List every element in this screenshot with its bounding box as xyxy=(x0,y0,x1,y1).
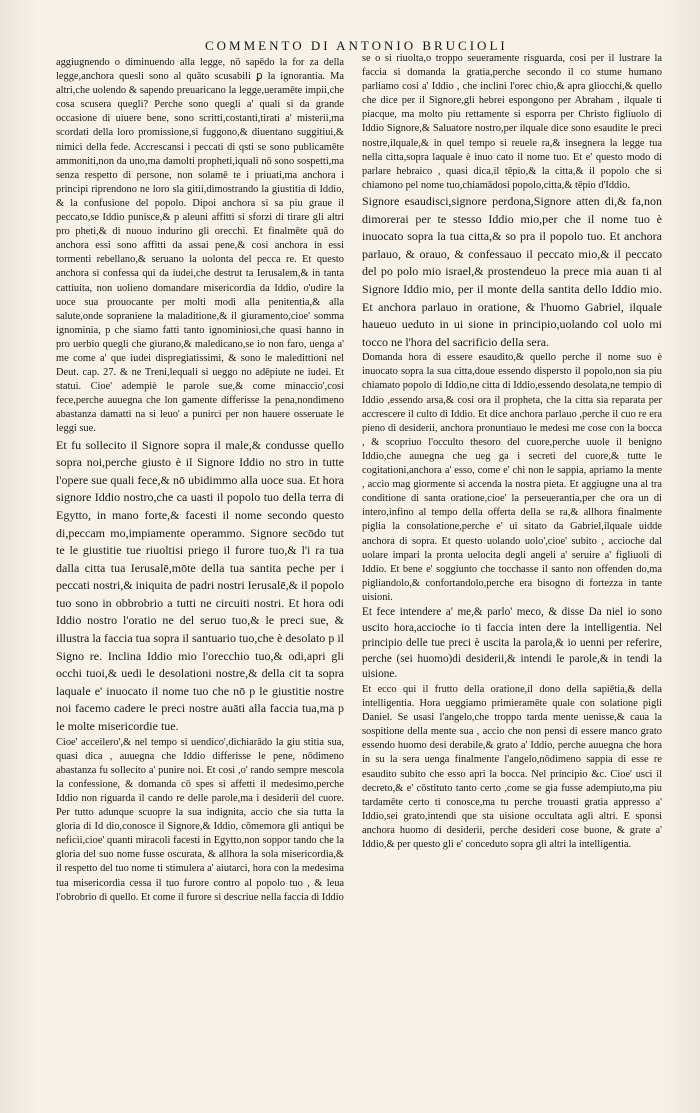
right-column xyxy=(362,52,662,1102)
commentary-paragraph: Cioe' acceilero',& nel tempo si uendico',dichiarādo la giu stitia sua, quasi dica , auuegna che Iddio differisse le pene, nōdimeno abastanza fu sollecito a' punire noi. Et cosi ,o' rando sempre mescola la confessione, & domanda cō spes si affetti il medesimo,perche Iddio non riguarda il cando re delle parole,ma i desiderii del cuore. Per tutto adunque scuopre la sua indignita, accio che sia tutta la gloria di Id dio,conosce il Signore,& Iddio, cōmemora gli antiqui be neficii,cioe' quanti miracoli facesti in Egytto,non soppor tando che la gloria del suo nome fusse oscurata, & allhora la sola misericordia,& il respetto del tuo nome ti stimulera a' aiutarci, hora con la medesima tua misericordia cessa il tuo furore contro al popolo tuo , & leua l'obrobrio di quello. Et come il furore si descriue nella faccia di Iddio xyxy=(56,736,344,903)
scripture-passage: Signore esaudisci,signore perdona,Signore atten di,& fa,non dimorerai per te stesso Iddio mio,per che il nome tuo è inuocato sopra la tua citta,& so pra il popolo tuo. Et anchora parlauo, & orauo, & confessauo il peccato mio,& il peccato del po polo mio israel,& prostendeuo la prece mia auan ti al Signore Iddio mio, per il monte della santita dello Iddio mio. Et anchora parlauo in oratione, & l'huomo Gabriel, ilquale haueuo ueduto in ui sione in principio,uolando col uolo mi tocco ne l'hora del sacrificio della sera. xyxy=(362,193,662,349)
running-title: COMMENTO DI ANTONIO BRUCIOLI xyxy=(205,38,508,53)
scripture-passage: Et fece intendere a' me,& parlo' meco, & disse Da niel io sono uscito hora,accioche io ti faccia inten dere la intelligentia. Nel principio delle tue preci è uscita la parola,& io uenni per referire, perche (sei huomo)di desiderii,& intendi le parole,& in tendi la uisione. xyxy=(362,605,662,681)
left-column xyxy=(56,56,344,1106)
commentary-paragraph: se o si riuolta,o troppo seueramente risguarda, cosi per il lustrare la faccia si domanda la gratia,perche secondo il co stume humano parliamo cosi a' Iddio , che inclini l'orec chio,& apra gliocchi,& quello che dice per il Signore,gli hebrei espongono per Abraham , ilquale ti piacque, ma molto piu rettamente si esporra per Christo figliuolo di Iddio Signore,& Saluatore nostro,per ilquale dice sono esaudite le preci nostre,ilquale,& in quel tempo si reuele ra,& insegnera la legge tua nella citta,sopra laquale è inuo cato il nome tuo. Et e' questo modo di parlare hebraico , quasi dica,il tēpio,& la citta,& il popolo che si chiamono pel nome tuo,chiamādosi popolo,citta,& tēpio d'Iddio. xyxy=(362,53,662,191)
commentary-paragraph: Et ecco qui il frutto della oratione,il dono della sapiētia,& della intelligentia. Hora ueggiamo primieramēte quale con solatione pigli Daniel. Se usasi l'angelo,che troppo tarda mente uenisse,& caua la sospitione della mente sua , accio che non pensi di essere manco grato essendo huomo desi derabile,& grato a' Iddio, perche auuegna che hora in su la sera uenga finalmente l'angelo,nōdimeno sappia di esse re esaudito subito che esso apri la bocca. Nel principio &c. Cioe' usci il decreto,& e' cōstituto tanto certo ,come se gia fusse adempiuto,ma piu tardamēte certo ti conosce,ma tu perche trouasti gratia appresso a' Iddio,sei grato,intendi que sta uisione occultata agli altri. E sponsi anchora huomo di desiderii, perche desideri cose buone, & grate a' Iddio,& per questo gli e' conceduto sopra gli altri la intelligentia. xyxy=(362,683,662,850)
scripture-passage: Et fu sollecito il Signore sopra il male,& condusse quello sopra noi,perche giusto è il Signore Iddio no stro in tutte l'opere sue quali fece,& nō ubidimmo alla uoce sua. Et hora signore Iddio nostro,che ca uasti il popolo tuo della terra di Egytto, in mano forte,& facesti il nome secondo questo di,peccam mo,impiamente operammo. Signore secōdo tut te le giustitie tue riuoltisi priego il furore tuo,& l'i ra tua dalla citta tua Ierusalē,mōte della tua santita peche per i peccati nostri,& iniquita de padri nostri Ierusalē,& il popolo tuo sono in obbrobrio a tutti ne circuiti nostri. Et hora odi Iddio nostro l'oratio ne del seruo tuo,& le preci sue, & illustra la faccia tua sopra il santuario tuo,che è desolato p il Signo re. Inclina Iddio mio l'orecchio tuo,& odi,apri gli occhi tuoi,& uedi le desolationi nostre,& della cit ta sopra laquale e' inuocato il nome tuo che nō p le giustitie nostre noi facemo cadere le preci nostre auāti alla faccia tua,ma p le molte misericordie tue. xyxy=(56,437,344,734)
commentary-paragraph: aggiugnendo o diminuendo alla legge, nō sapēdo la for za della legge,anchora quesli sono al quāto scusabili ꝑ la ignorantia. Ma altri,che uolendo & sapendo preuaricano la legge,ueramēte impii,che cosa scusera quegli? Perche sono quegli a' quali si da grande occasione di uiuere bene, sono scritti,costanti,tirati a' misterii,ma scordati della loro promissione,si fuggono,& diuentano suggitiui,& nimici della fede. Accrescansi i peccati di qsti se sono publicamēte ammoniti,non da uno,ma damolti propheti,iquali nō sono sospetti,ma senza respetto di persone, non solamē te i priuati,ma anchora i principi riprendono ne loro sla gitii,dimostrando la giustitia di Iddio, & la confusione del popolo. Dipoi anchora si sa piu graue il peccato,se Iddio punisce,& p aleuni affitti si sforzi di tirare gli altri pro pheti,& di nuouo indurino gli orecchi. Et finalmēte quā do anchora essi sono affitti da assai pene,& cosi anchora in essi tormenti rebellano,& seruano la uolonta del pecca re. Et questo anchora si confessa qui da iudei,che destrut ta Ierusalem,& in tanta cattiuita, non uolieno domandare misericordia da Iddio, o'udire la uoce sua prouocante per molti modi alla penitentia,& alla salute,onde sopraniene la maladitione,& il giuramento,cioe' somma ignominia, p che siamo fatti tanto ignominiosi,che quasi hanno in pro uerbio quegli che giurano,& maledicano,se io non faro, uenga a' me come a' que iudei dispregiatissimi, & sono le maledittioni nel Deut. cap. 27. & ne Treni,lequali si ueggo no adēpiute ne iudei. Et statui. Cioe' adempiè le parole sue,& come minaccio',cosi fece,perche auuegna che lon gamente differisse la pena,nondimeno abastanza damatti na si leuo' a punirci per non hauere osseruate le leggi sue. xyxy=(56,57,344,435)
commentary-paragraph: Domanda hora di essere esaudito,& quello perche il nome suo è inuocato sopra la sua citta,doue essendo dispersto il popolo,non sia piu chiamato popolo di Iddio,ne citta di Iddio,essendo desolata,ne tempio di Iddio ,essendo arsa,& cosi ora il propheta, che la citta sia reparata per accrescere il culto di Iddio. Et dice anchora parlauo ,perche il cuo re era pieno di desiderii, anchora pronuntiauo le medesi me cose con la bocca , & scopriuo l'occulto thesoro del cuore,perche uuole il benigno Iddio,che auuegna che ueg ga i secreti del cuore,& tutte le cogitationi,anchora a' esso, come e' chi non le sappia, apriamo la mente , accio mag giormente si accenda la nostra pieta. Et aggiugne una al tra conditione di santa oratione,cioe' la perseuerantia,per che ora un di intero,infino al tempo della offerta della se ra,& allhora finalmente piglia la consolatione,perche e' ui sitato da Gabriel,ilquale uidde anchora di sopra. Et questo uolando uolo',cioe' subito , accioche dal uolare impari la pronta uelocita degli angeli a' seruire a' figliuoli di Iddio. Et bene e' soggiunto che tocchasse il santo non offenden do,ma pigliandolo,& confortandolo,perche era bisogno di fortezza in tante uisioni. xyxy=(362,352,662,603)
